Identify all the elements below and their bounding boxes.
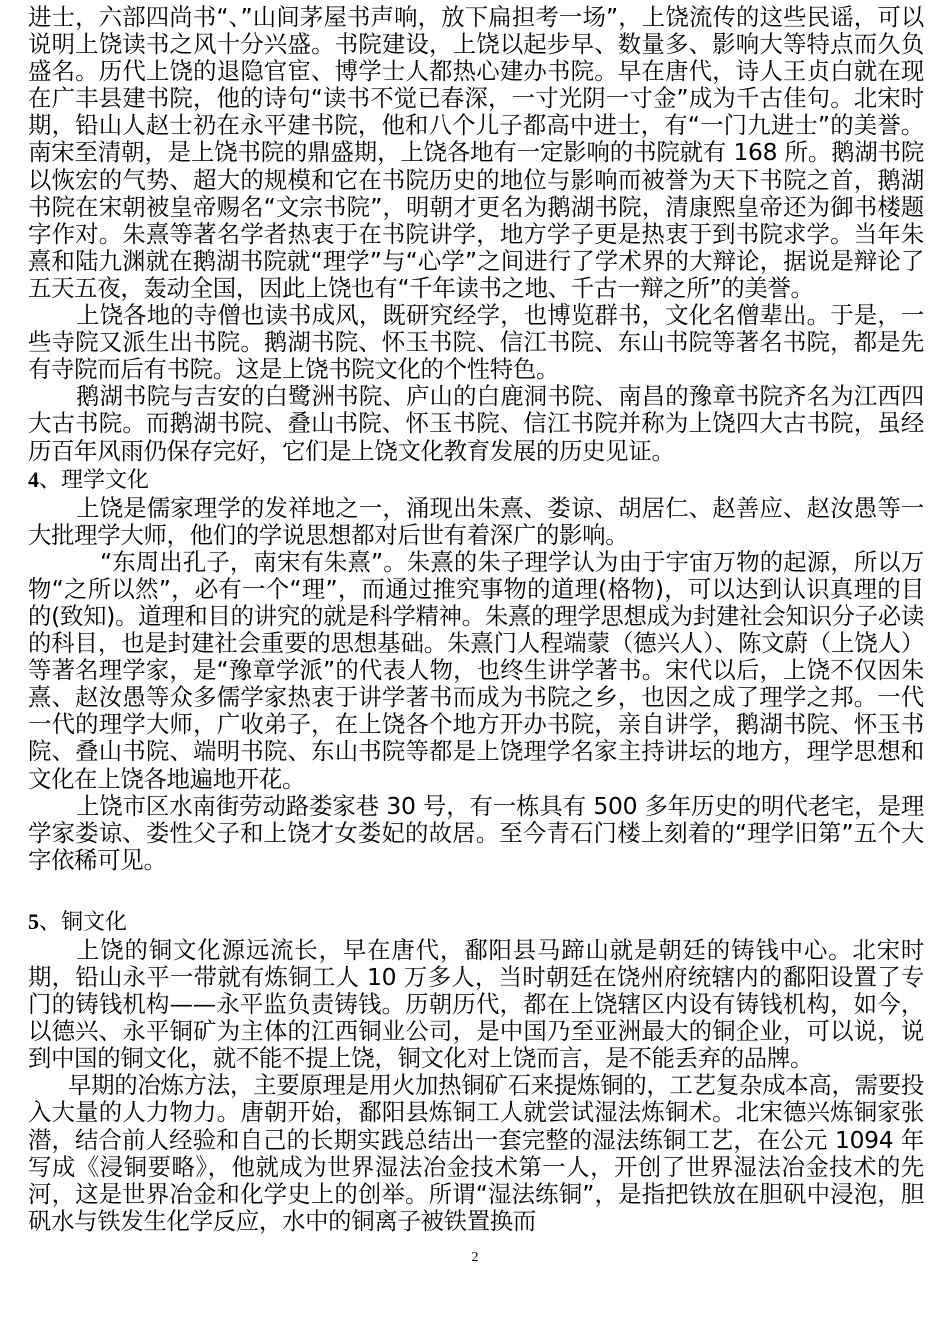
section-heading-neo-confucianism: 4、理学文化	[28, 466, 150, 493]
paragraph-academy-history: 进士，六部四尚书“、”山间茅屋书声响，放下扁担考一场”，上饶流传的这些民谣，可以说明上饶读书之风十分兴盛。书院建设，上饶以起步早、数量多、影响大等特点而久负盛名。历代上饶的退隐官宦、博学士人都热心建办书院。早在唐代，诗人王贞白就在现在广丰县建书院，他的诗句“读书不觉已春深，一寸光阴一寸金”成为千古佳句。北宋时期，铅山人赵士礽在永平建书院，他和八个儿子都高中进士，有“一门九进士”的美誉。南宋至清朝，是上饶书院的鼎盛期，上饶各地有一定影响的书院就有 168 所。鹅湖书院以恢宏的气势、超大的规模和它在书院历史的地位与影响而被誉为天下书院之首，鹅湖书院在宋朝被皇帝赐名“文宗书院”，明朝才更名为鹅湖书院，清康熙皇帝还为御书楼题字作对。朱熹等著名学者热衷于在书院讲学，地方学子更是热衷于到书院求学。当年朱熹和陆九渊就在鹅湖书院就“理学”与“心学”之间进行了学术界的大辩论，据说是辩论了五天五夜，轰动全国，因此上饶也有“千年读书之地、千古一辩之所”的美誉。	[28, 3, 924, 302]
paragraph-temple-academies: 上饶各地的寺僧也读书成风，既研究经学，也博览群书，文化名僧辈出。于是，一些寺院又派生出书院。鹅湖书院、怀玉书院、信江书院、东山书院等著名书院，都是先有寺院而后有书院。这是上饶书院文化的个性特色。	[28, 301, 924, 384]
document-page	[28, 4, 924, 1235]
page-number: 2	[471, 1250, 479, 1265]
paragraph-zhu-xi: “东周出孔子，南宋有朱熹”。朱熹的朱子理学认为由于宇宙万物的起源，所以万物“之所以然”，必有一个“理”，而通过推究事物的道理(格物)，可以达到认识真理的目的(致知)。道理和目的讲究的就是科学精神。朱熹的理学思想成为封建社会知识分子必读的科目，也是封建社会重要的思想基础。朱熹门人程端蒙（德兴人）、陈文蔚（上饶人）等著名理学家，是“豫章学派”的代表人物，也终生讲学著书。宋代以后，上饶不仅因朱熹、赵汝愚等众多儒学家热衷于讲学著书而成为书院之乡，也因之成了理学之邦。一代一代的理学大师，广收弟子，在上饶各个地方开办书院，亲自讲学，鹅湖书院、怀玉书院、叠山书院、端明书院、东山书院等都是上饶理学名家主持讲坛的地方，理学思想和文化在上饶各地遍地开花。	[28, 547, 924, 793]
paragraph-neo-confucian-masters: 上饶是儒家理学的发祥地之一，涌现出朱熹、娄谅、胡居仁、赵善应、赵汝愚等一大批理学大师，他们的学说思想都对后世有着深广的影响。	[28, 493, 924, 549]
section-heading-copper-culture: 5、铜文化	[28, 908, 128, 935]
paragraph-copper-history: 上饶的铜文化源远流长，早在唐代，鄱阳县马蹄山就是朝廷的铸钱中心。北宋时期，铅山永平一带就有炼铜工人 10 万多人，当时朝廷在饶州府统辖内的鄱阳设置了专门的铸钱机构——永平监负责铸钱。历朝历代，都在上饶辖区内设有铸钱机构，如今，以德兴、永平铜矿为主体的江西铜业公司，是中国乃至亚洲最大的铜企业，可以说，说到中国的铜文化，就不能不提上饶，铜文化对上饶而言，是不能丢弃的品牌。	[28, 935, 924, 1073]
paragraph-lou-residence: 上饶市区水南街劳动路娄家巷 30 号，有一栋具有 500 多年历史的明代老宅，是理学家娄谅、娄性父子和上饶才女娄妃的故居。至今青石门楼上刻着的“理学旧第”五个大字依稀可见。	[28, 791, 924, 874]
paragraph-wet-copper-smelting: 早期的冶炼方法，主要原理是用火加热铜矿石来提炼铜的，工艺复杂成本高，需要投入大量的人力物力。唐朝开始，鄱阳县炼铜工人就尝试湿法炼铜术。北宋德兴炼铜家张潜，结合前人经验和自己的长期实践总结出一套完整的湿法练铜工艺，在公元 1094 年写成《浸铜要略》，他就成为世界湿法冶金技术第一人，开创了世界湿法冶金技术的先河，这是世界冶金和化学史上的创举。所谓“湿法练铜”，是指把铁放在胆矾中浸泡，胆矾水与铁发生化学反应，水中的铜离子被铁置换而	[28, 1071, 924, 1235]
spacer	[28, 874, 924, 907]
paragraph-four-academies: 鹅湖书院与吉安的白鹭洲书院、庐山的白鹿洞书院、南昌的豫章书院齐名为江西四大古书院。而鹅湖书院、叠山书院、怀玉书院、信江书院并称为上饶四大古书院，虽经历百年风雨仍保存完好，它们是上饶文化教育发展的历史见证。	[28, 382, 924, 465]
